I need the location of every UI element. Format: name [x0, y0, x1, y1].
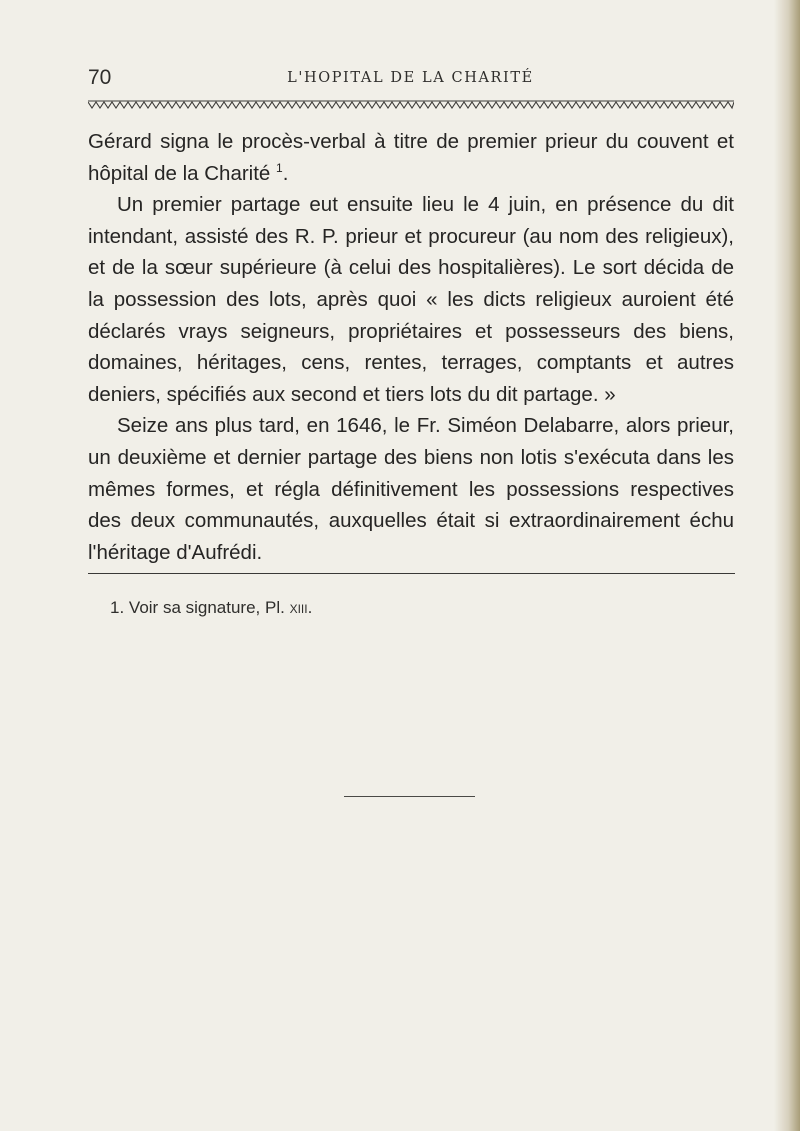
footnote-plate-number: xiii. — [289, 598, 313, 617]
paragraph-3: Seize ans plus tard, en 1646, le Fr. Siméon Delabarre, alors prieur, un deuxième et dernier partage des biens non lotis s'exécuta dans les mêmes formes, et régla définitivement les possessions respectives des deux communautés, auxquelles était si extraordinairement échu l'héritage d'Aufrédi. — [88, 414, 734, 564]
end-ornament-rule — [344, 796, 475, 797]
zigzag-rule-graphic — [88, 100, 734, 110]
paragraph-2: Un premier partage eut ensuite lieu le 4 juin, en présence du dit intendant, assisté des R. P. prieur et procureur (au nom des religieux), et de la sœur supérieure (à celui des hospitalières). Le sort décida de la possession des lots, après quoi « les dicts religieux auroient été déclarés vrays seigneurs, propriétaires et possesseurs des biens, domaines, héritages, cens, rentes, terrages, comptants et autres deniers, spécifiés aux second et tiers lots du dit partage. » — [88, 193, 734, 406]
header-ornamental-rule — [88, 100, 734, 110]
paragraph-1-text: Gérard signa le procès-verbal à titre de premier prieur du couvent et hôpital de la Charité — [88, 130, 734, 185]
footnote-separator — [88, 573, 735, 574]
page-edge-shadow — [774, 0, 800, 1131]
page-number: 70 — [88, 66, 112, 89]
page-header — [88, 66, 733, 96]
footnote-text: Voir sa signature, Pl. — [128, 598, 285, 617]
footnote-marker: 1. — [110, 598, 125, 617]
footnote — [110, 598, 710, 618]
running-title: L'HOPITAL DE LA CHARITÉ — [287, 70, 534, 86]
zigzag-line — [88, 102, 734, 108]
body-text — [88, 126, 734, 568]
paragraph-1 — [88, 126, 734, 189]
paragraph-1-end: . — [282, 161, 289, 185]
footnote-reference: 1 — [276, 160, 283, 175]
